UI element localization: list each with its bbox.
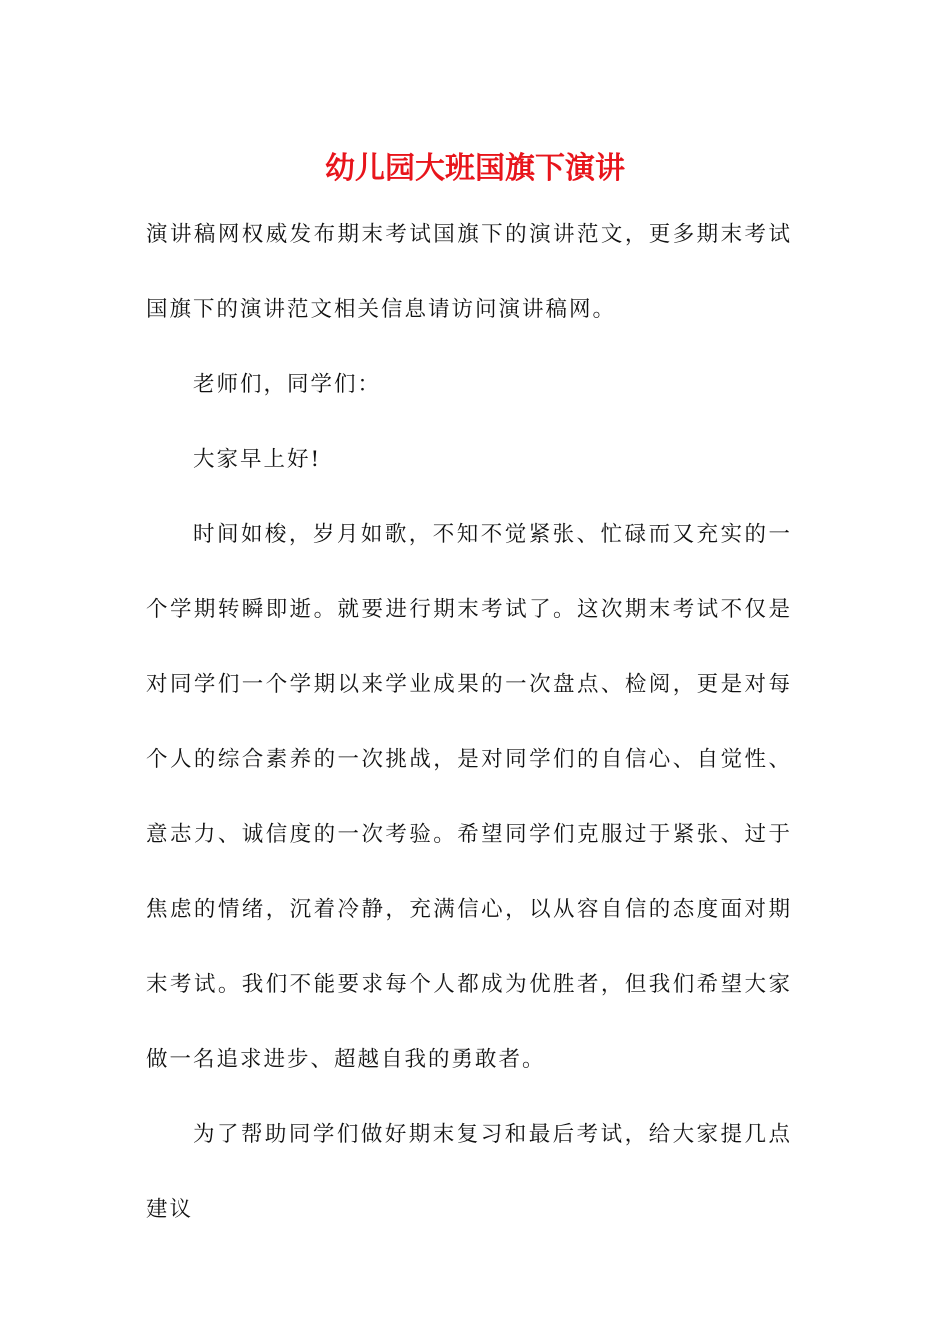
document-title: 幼儿园大班国旗下演讲 (325, 151, 625, 186)
greeting-paragraph: 大家早上好! (193, 447, 322, 472)
body-paragraph-2: 为了帮助同学们做好期末复习和最后考试，给大家提几点建议 (146, 1122, 792, 1222)
body-paragraph-1: 时间如梭，岁月如歌，不知不觉紧张、忙碌而又充实的一个学期转瞬即逝。就要进行期末考试了。这次期末考试不仅是对同学们一个学期以来学业成果的一次盘点、检阅，更是对每个人的综合素养的一次挑战，是对同学们的自信心、自觉性、意志力、诚信度的一次考验。希望同学们克服过于紧张、过于焦虑的情绪，沉着冷静，充满信心，以从容自信的态度面对期末考试。我们不能要求每个人都成为优胜者，但我们希望大家做一名追求进步、超越自我的勇敢者。 (146, 522, 792, 1072)
intro-paragraph: 演讲稿网权威发布期末考试国旗下的演讲范文，更多期末考试国旗下的演讲范文相关信息请访问演讲稿网。 (146, 222, 792, 322)
salutation-paragraph: 老师们，同学们： (193, 372, 382, 397)
document-body (146, 197, 792, 1247)
